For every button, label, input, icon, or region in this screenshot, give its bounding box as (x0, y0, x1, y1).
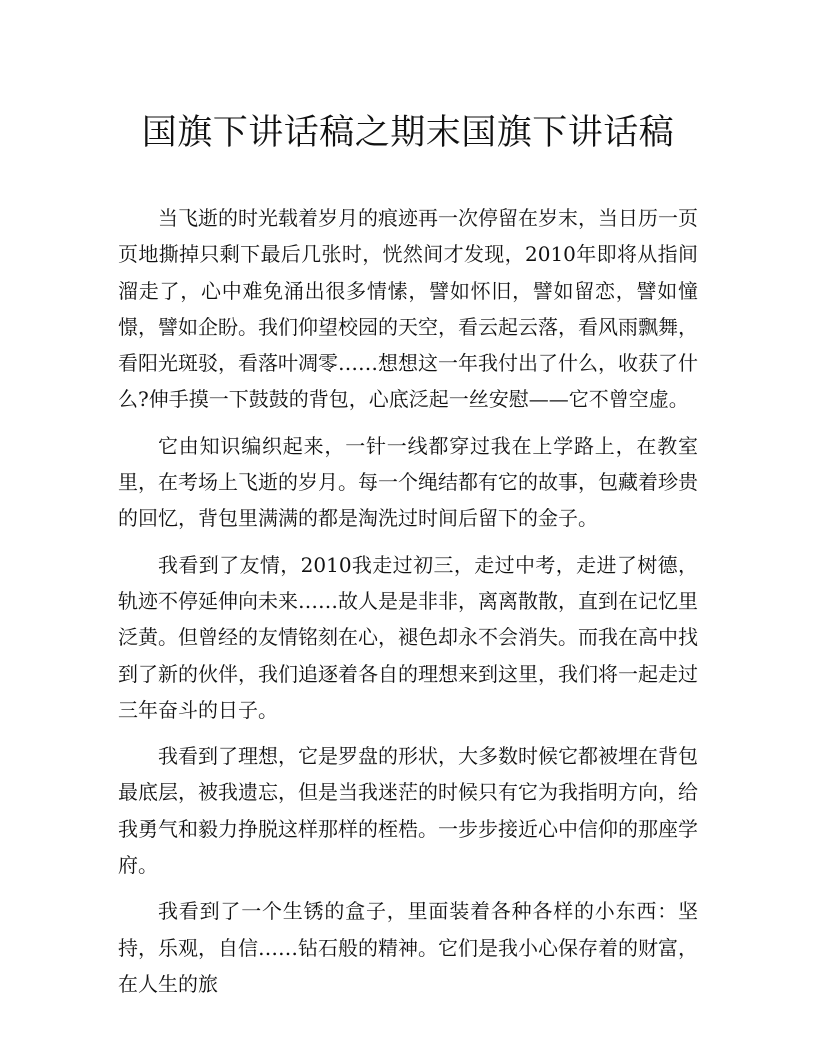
document-body (118, 200, 698, 1012)
paragraph-1: 当飞逝的时光载着岁月的痕迹再一次停留在岁末，当日历一页页地撕掉只剩下最后几张时，恍然间才发现，2010年即将从指间溜走了，心中难免涌出很多情愫，譬如怀旧，譬如留恋，譬如憧憬，譬如企盼。我们仰望校园的天空，看云起云落，看风雨飘舞，看阳光斑驳，看落叶凋零……想想这一年我付出了什么，收获了什么?伸手摸一下鼓鼓的背包，心底泛起一丝安慰——它不曾空虚。 (118, 206, 698, 412)
paragraph-4: 我看到了理想，它是罗盘的形状，大多数时候它都被埋在背包最底层，被我遗忘，但是当我迷茫的时候只有它为我指明方向，给我勇气和毅力挣脱这样那样的桎梏。一步步接近心中信仰的那座学府。 (118, 744, 698, 878)
paragraph-2: 它由知识编织起来，一针一线都穿过我在上学路上，在教室里，在考场上飞逝的岁月。每一个绳结都有它的故事，包藏着珍贵的回忆，背包里满满的都是淘洗过时间后留下的金子。 (118, 433, 698, 531)
document-title: 国旗下讲话稿之期末国旗下讲话稿 (141, 113, 675, 153)
paragraph-3: 我看到了友情，2010我走过初三，走过中考，走进了树德，轨迹不停延伸向未来……故人是是非非，离离散散，直到在记忆里泛黄。但曾经的友情铭刻在心，褪色却永不会消失。而我在高中找到了新的伙伴，我们追逐着各自的理想来到这里，我们将一起走过三年奋斗的日子。 (118, 552, 698, 722)
paragraph-5: 我看到了一个生锈的盒子，里面装着各种各样的小东西：坚持，乐观，自信……钻石般的精神。它们是我小心保存着的财富，在人生的旅 (118, 899, 698, 996)
